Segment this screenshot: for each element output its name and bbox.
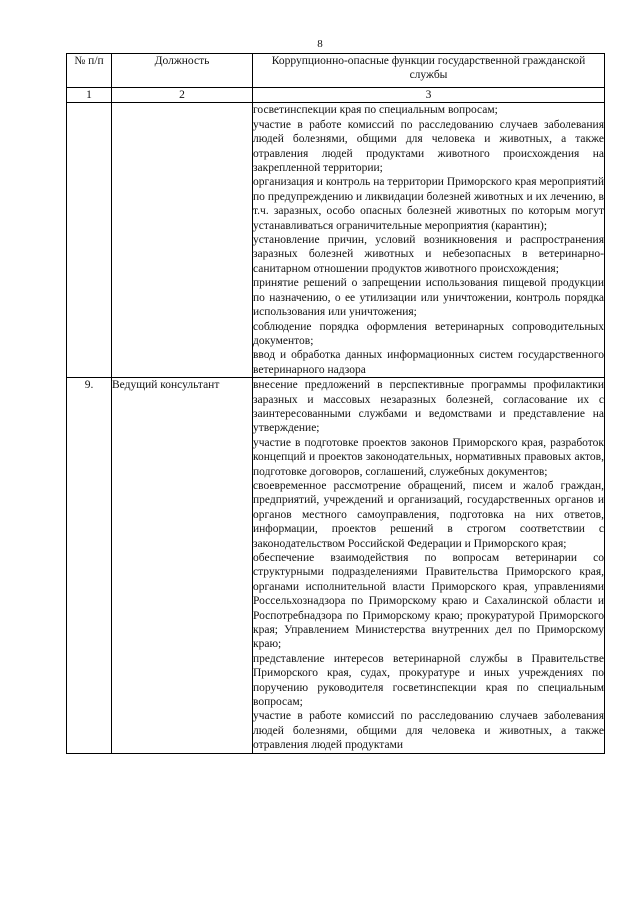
page-number: 8 xyxy=(317,38,323,50)
function-item: ввод и обработка данных информационных систем государственного ветеринарного надзора xyxy=(253,349,604,376)
column-number: 1 xyxy=(67,88,112,103)
function-item: организация и контроль на территории Приморского края мероприятий по предупреждению и ликвидации болезней животных и их лечению, в т.ч. заразных, особо опасных болезней животных по которым могут устанавливаться ограничительные мероприятия (карантин); xyxy=(253,176,604,232)
function-item: принятие решений о запрещении использования пищевой продукции по назначению, о ее утилизации или уничтожении, контроль порядка использования или уничтожения; xyxy=(253,277,604,319)
position-cell xyxy=(112,103,253,378)
function-item: соблюдение порядка оформления ветеринарных сопроводительных документов; xyxy=(253,320,604,347)
column-number-row xyxy=(67,88,605,103)
function-item: участие в подготовке проектов законов Приморского края, разработок концепций и проектов законодательных, нормативных правовых актов, подготовке договоров, соглашений, служебных документов; xyxy=(253,436,604,478)
function-item: установление причин, условий возникновения и распространения заразных болезней животных и небезопасных в ветеринарно-санитарном отношении продуктов животного происхождения; xyxy=(253,234,604,275)
row-number: 9. xyxy=(67,378,112,754)
row-number xyxy=(67,103,112,378)
functions-cell xyxy=(253,103,605,378)
table-row xyxy=(67,378,605,754)
function-item: участие в работе комиссий по расследованию случаев заболевания людей болезнями, общими для человека и животных, а также отравления людей продуктами животного происхождения на закрепленной территории; xyxy=(253,118,604,175)
table-row xyxy=(67,103,605,378)
header-num: № п/п xyxy=(67,54,112,88)
position-cell: Ведущий консультант xyxy=(112,378,253,754)
functions-cell xyxy=(253,378,605,754)
table-header-row xyxy=(67,54,605,88)
corruption-functions-table xyxy=(66,53,605,754)
function-item: обеспечение взаимодействия по вопросам ветеринарии со структурными подразделениями Правительства Приморского края, органами исполнительной власти Приморского края, управлениями Россельхознадзора по Приморскому краю и Сахалинской области и Роспотребнадзора по Приморскому краю; прокуратурой Приморского края; Управлением Министерства внутренних дел по Приморскому краю; xyxy=(253,552,604,651)
header-position: Должность xyxy=(112,54,253,88)
column-number: 3 xyxy=(253,88,605,103)
column-number: 2 xyxy=(112,88,253,103)
header-functions: Коррупционно-опасные функции государственной гражданской службы xyxy=(253,54,605,88)
function-item: представление интересов ветеринарной службы в Правительстве Приморского края, судах, прокуратуре и иных учреждениях по поручению руководителя госветинспекции края по специальным вопросам; xyxy=(253,652,604,709)
function-item: внесение предложений в перспективные программы профилактики заразных и массовых незаразных болезней, согласование их с заинтересованными службами и ведомствами и представление на утверждение; xyxy=(253,379,604,435)
function-item: участие в работе комиссий по расследованию случаев заболевания людей болезнями, общими для человека и животных, а также отравления людей продуктами xyxy=(253,710,604,752)
function-item: госветинспекции края по специальным вопросам; xyxy=(253,104,498,117)
function-item: своевременное рассмотрение обращений, писем и жалоб граждан, предприятий, учреждений и организаций, государственных органов и органов местного самоуправления, подготовка на них ответов, информации, проектов решений в строгом соответствии с законодательством Российской Федерации и Приморского края; xyxy=(253,479,604,550)
